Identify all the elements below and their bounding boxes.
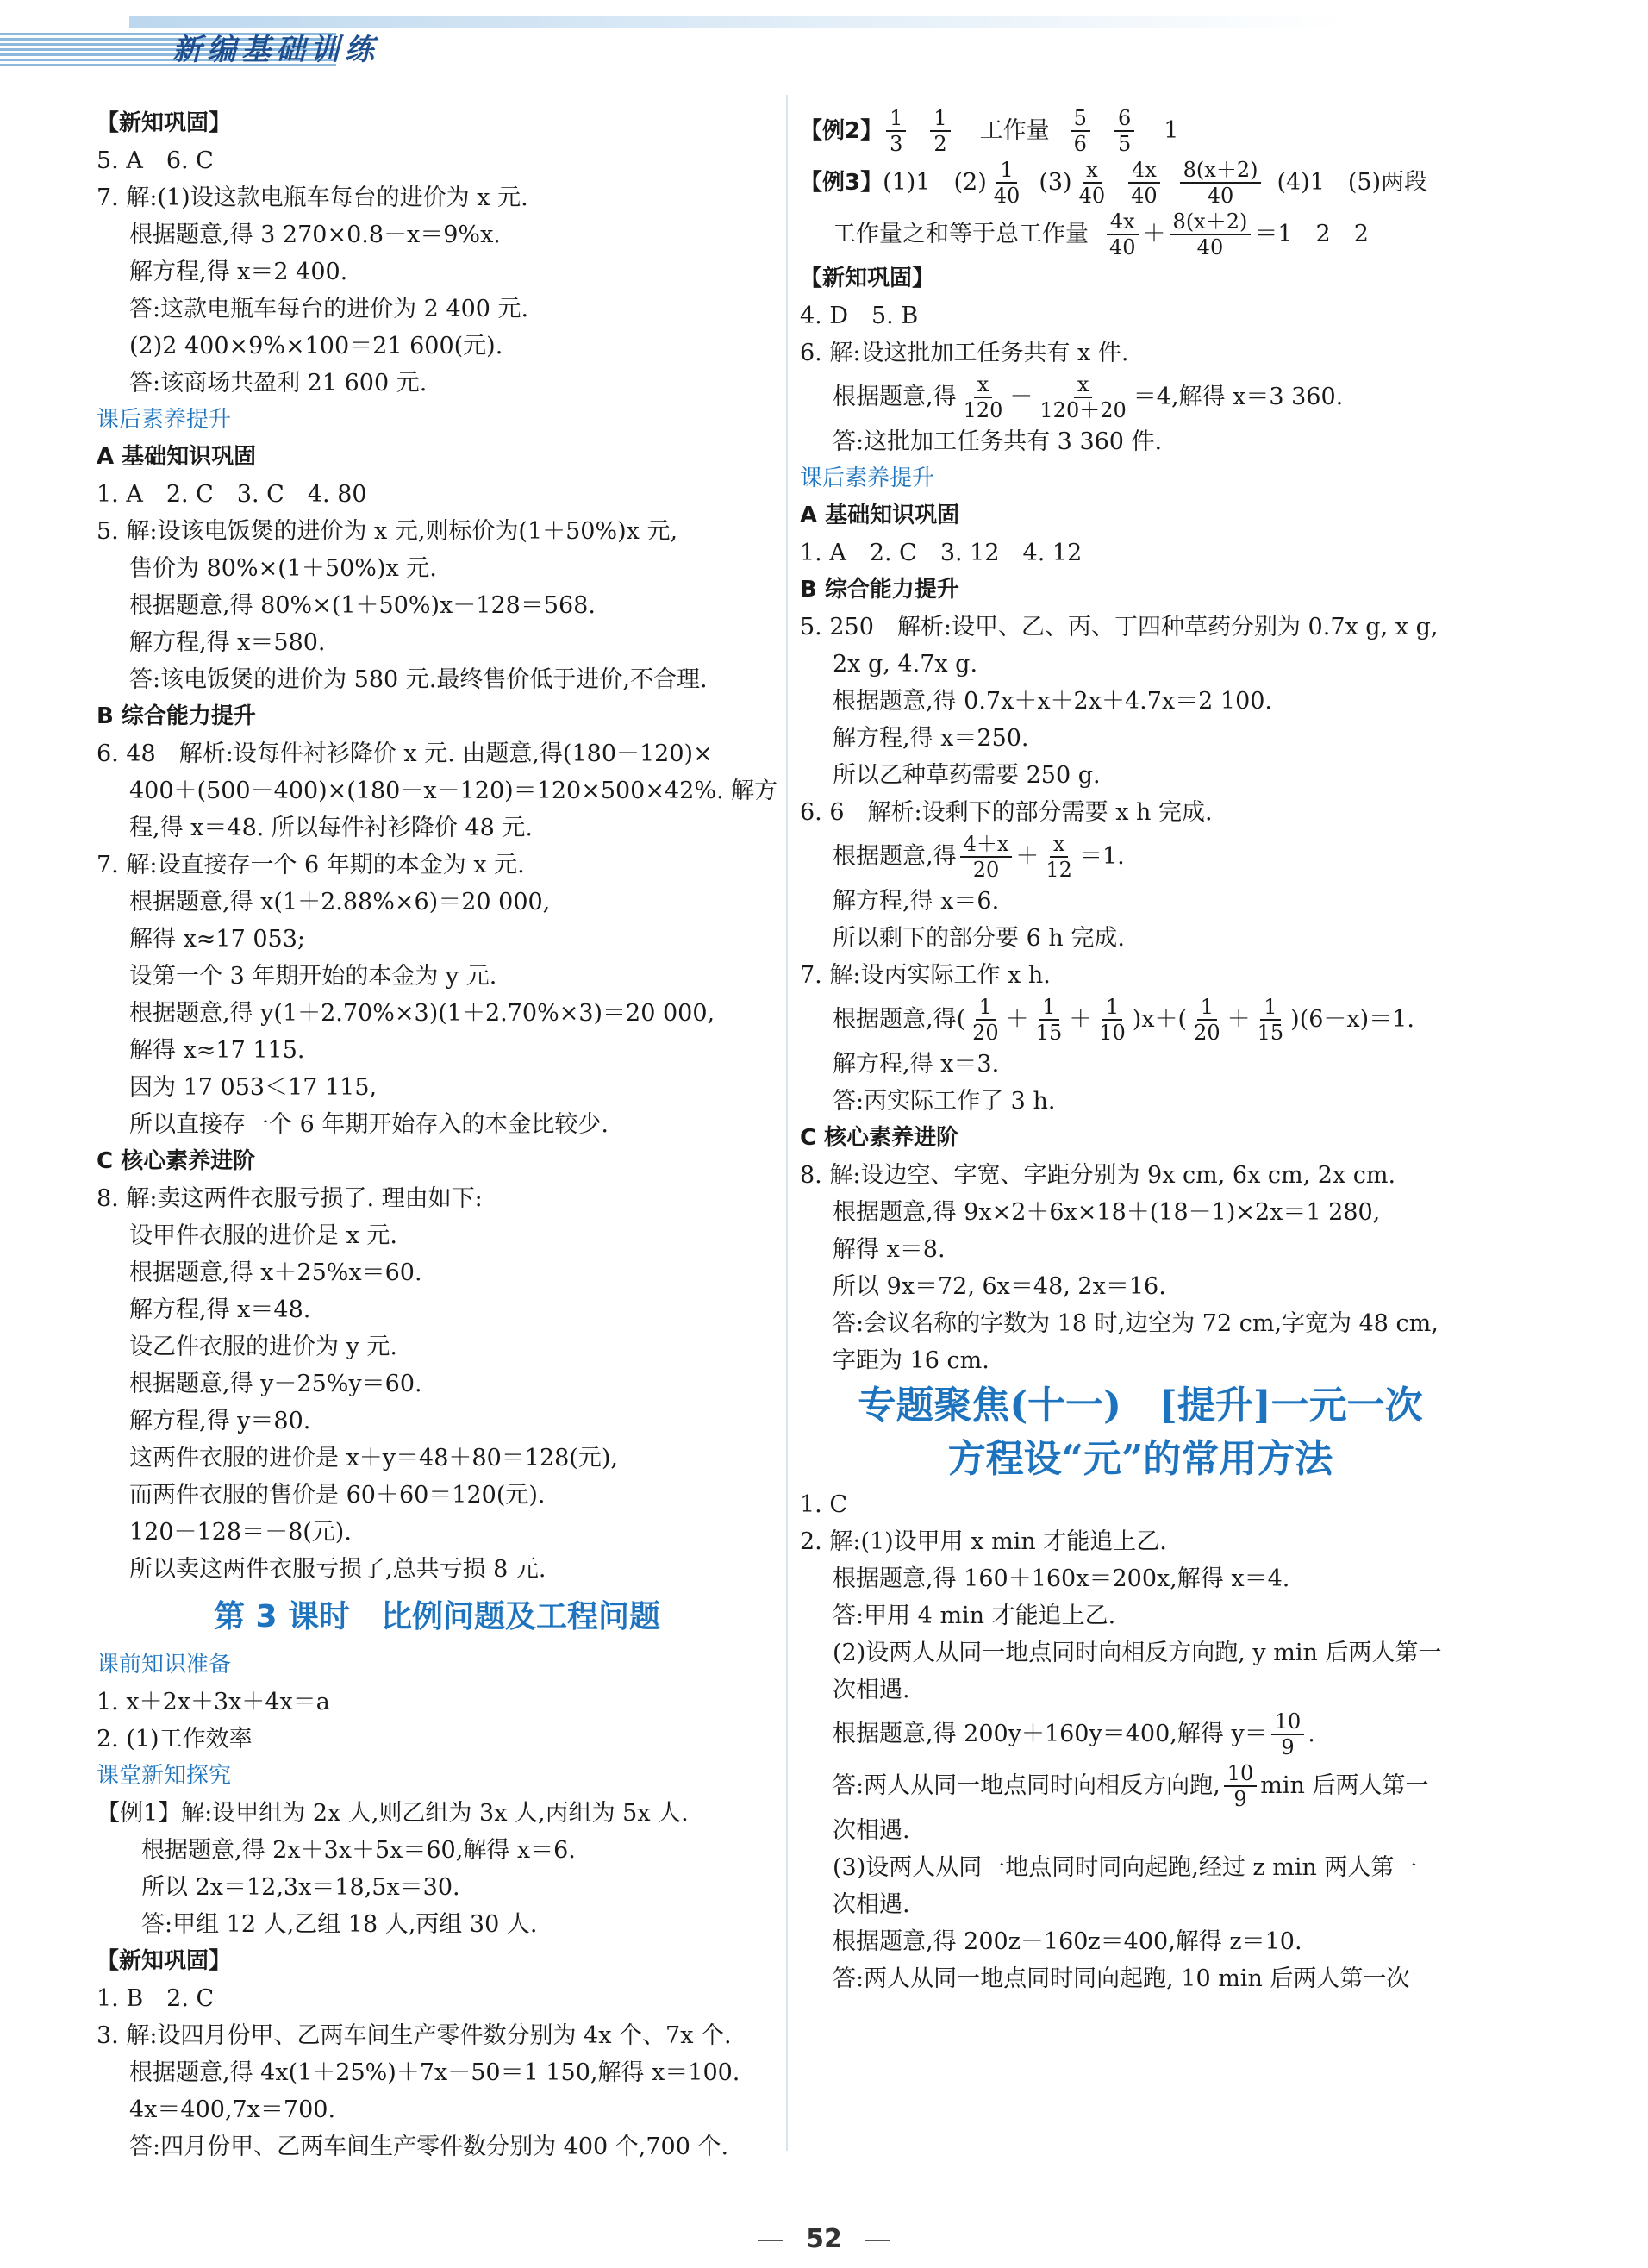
- answer-line: 解方程,得 x＝250.: [833, 725, 1029, 752]
- text-fragment: ＝4,解得 x＝3 360.: [1133, 384, 1344, 410]
- fraction: $\frac{1}{3}$: [886, 106, 906, 156]
- level-heading: C 核心素养进阶: [800, 1125, 959, 1151]
- answer-line: 4. D 5. B: [800, 303, 919, 329]
- left-column: [97, 105, 777, 2165]
- answer-line: 答:甲用 4 min 才能追上乙.: [833, 1603, 1116, 1629]
- answer-line: 答:丙实际工作了 3 h.: [833, 1088, 1056, 1115]
- answer-line: 解得 x≈17 115.: [129, 1037, 305, 1064]
- right-column: [800, 105, 1481, 1997]
- answer-line: 字距为 16 cm.: [833, 1347, 989, 1374]
- text-fragment: 答:两人从同一地点同时向相反方向跑,: [833, 1772, 1220, 1799]
- answer-line: 答:这款电瓶车每台的进价为 2 400 元.: [129, 296, 529, 322]
- answer-line: 根据题意,得 x(1＋2.88%×6)＝20 000,: [129, 889, 551, 915]
- column-divider: [786, 95, 788, 2151]
- footer-dash: [758, 2240, 783, 2241]
- answer-line: 设乙件衣服的进价为 y 元.: [129, 1334, 398, 1360]
- answer-line: 所以 9x＝72, 6x＝48, 2x＝16.: [833, 1273, 1166, 1300]
- answer-line: 答:甲组 12 人,乙组 18 人,丙组 30 人.: [141, 1911, 538, 1938]
- fraction: $\frac{1}{20}$: [1194, 995, 1220, 1045]
- topic-title-line-1: 专题聚焦(十一) [提升]一元一次: [858, 1384, 1423, 1428]
- answer-line: 而两件衣服的售价是 60＋60＝120(元).: [129, 1482, 546, 1509]
- level-heading: B 综合能力提升: [97, 703, 256, 729]
- fraction: $\frac{6}{5}$: [1114, 106, 1134, 156]
- answer-line: 5. 解:设该电饭煲的进价为 x 元,则标价为(1＋50%)x 元,: [97, 518, 678, 545]
- answer-line: 根据题意,得 200z－160z＝400,解得 z＝10.: [833, 1928, 1302, 1955]
- answer-line: 120－128＝－8(元).: [129, 1519, 352, 1546]
- answer-line: 6. 6 解析:设剩下的部分需要 x h 完成.: [800, 799, 1213, 826]
- fraction: $\frac{8(x+2)}{40}$: [1180, 158, 1262, 208]
- answer-line: 1. A 2. C 3. 12 4. 12: [800, 540, 1083, 566]
- answer-line: 根据题意,得 2x＋3x＋5x＝60,解得 x＝6.: [141, 1837, 576, 1864]
- answer-line: 解方程,得 x＝580.: [129, 629, 326, 656]
- answer-line: 次相遇.: [833, 1817, 910, 1844]
- text-fragment: .: [1308, 1721, 1315, 1747]
- text-fragment: ＋: [1005, 1006, 1029, 1033]
- subsection-heading: 课后素养提升: [97, 407, 232, 433]
- answer-line: 答:会议名称的字数为 18 时,边空为 72 cm,字宽为 48 cm,: [833, 1310, 1439, 1337]
- footer-dash: [865, 2240, 890, 2241]
- text-fragment: －: [1009, 384, 1033, 410]
- fraction: $\frac{4x}{40}$: [1127, 158, 1161, 208]
- answer-line: 根据题意,得 y－25%y＝60.: [129, 1371, 422, 1397]
- fraction: $\frac{8(x+2)}{40}$: [1170, 209, 1252, 259]
- answer-line: 8. 解:卖这两件衣服亏损了. 理由如下:: [97, 1185, 483, 1212]
- answer-line: 解方程,得 x＝6.: [833, 888, 1000, 915]
- text-fragment: ＝1.: [1078, 843, 1125, 870]
- text-fragment: (1)1 (2): [883, 169, 987, 196]
- fraction: $\frac{1}{15}$: [1035, 995, 1063, 1045]
- section-heading: 【新知巩固】: [97, 1948, 232, 1974]
- answer-line: 5. 250 解析:设甲、乙、丙、丁四种草药分别为 0.7x g, x g,: [800, 614, 1439, 640]
- text-fragment: 根据题意,得(: [833, 1006, 966, 1033]
- answer-line: 4x＝400,7x＝700.: [129, 2096, 336, 2123]
- answer-line: (3)设两人从同一地点同时同向起跑,经过 z min 两人第一: [833, 1854, 1418, 1881]
- answer-line: 所以卖这两件衣服亏损了,总共亏损 8 元.: [129, 1556, 546, 1583]
- subsection-heading: 课后素养提升: [800, 465, 935, 491]
- equation-line: [800, 994, 1481, 1046]
- answer-line: 1. x＋2x＋3x＋4x＝a: [97, 1689, 330, 1715]
- page-header: [0, 0, 1648, 69]
- fraction: $\frac{x}{12}$: [1046, 832, 1072, 882]
- answer-line: 程,得 x＝48. 所以每件衬衫降价 48 元.: [129, 815, 534, 841]
- fraction: $\frac{10}{9}$: [1271, 1709, 1305, 1759]
- example-3-line: [800, 157, 1481, 209]
- fraction: $\frac{10}{9}$: [1224, 1761, 1258, 1811]
- answer-line: 答:四月份甲、乙两车间生产零件数分别为 400 个,700 个.: [129, 2134, 729, 2160]
- fraction: $\frac{4x}{40}$: [1106, 209, 1139, 259]
- fraction: $\frac{1}{40}$: [993, 158, 1021, 208]
- text-fragment: 工作量: [979, 117, 1050, 144]
- fraction: $\frac{1}{10}$: [1099, 995, 1126, 1045]
- answer-line: 3. 解:设四月份甲、乙两车间生产零件数分别为 4x 个、7x 个.: [97, 2022, 732, 2049]
- text-fragment: ＋: [1227, 1006, 1251, 1033]
- text-fragment: 根据题意,得: [833, 384, 957, 410]
- answer-line: 这两件衣服的进价是 x＋y＝48＋80＝128(元),: [129, 1445, 618, 1471]
- fraction: $\frac{x}{120}$: [963, 372, 1003, 422]
- fraction: $\frac{1}{2}$: [930, 106, 950, 156]
- answer-line: 次相遇.: [833, 1891, 910, 1918]
- answer-line: 7. 解:设直接存一个 6 年期的本金为 x 元.: [97, 852, 525, 878]
- topic-title-line-2: 方程设“元”的常用方法: [947, 1437, 1333, 1481]
- text-fragment: )x＋(: [1132, 1006, 1188, 1033]
- text-fragment: )(6－x)＝1.: [1290, 1006, 1414, 1033]
- level-heading: A 基础知识巩固: [97, 444, 257, 470]
- text-fragment: min 后两人第一: [1260, 1772, 1429, 1799]
- answer-line: 根据题意,得 160＋160x＝200x,解得 x＝4.: [833, 1565, 1290, 1592]
- answer-line: 所以 2x＝12,3x＝18,5x＝30.: [141, 1874, 460, 1901]
- answer-line: 2x g, 4.7x g.: [833, 651, 978, 678]
- section-heading: 【新知巩固】: [97, 110, 232, 136]
- answer-line: 根据题意,得 y(1＋2.70%×3)(1＋2.70%×3)＝20 000,: [129, 1000, 715, 1027]
- answer-line: 答:两人从同一地点同时同向起跑, 10 min 后两人第一次: [833, 1965, 1410, 1992]
- text-fragment: ＋: [1142, 221, 1166, 247]
- answer-line: 根据题意,得 3 270×0.8－x＝9%x.: [129, 222, 501, 248]
- equation-line: [800, 831, 1481, 883]
- text-fragment: 根据题意,得: [833, 843, 957, 870]
- answer-line: 答:这批加工任务共有 3 360 件.: [833, 428, 1163, 455]
- answer-line: 1. A 2. C 3. C 4. 80: [97, 481, 367, 508]
- answer-line: 1. B 2. C: [97, 1985, 215, 2012]
- example-label: 【例3】: [800, 170, 883, 196]
- lesson-title: 第 3 课时 比例问题及工程问题: [213, 1599, 661, 1634]
- answer-line: 【例1】解:设甲组为 2x 人,则乙组为 3x 人,丙组为 5x 人.: [97, 1800, 689, 1827]
- answer-line: 根据题意,得 0.7x＋x＋2x＋4.7x＝2 100.: [833, 688, 1273, 715]
- text-fragment: ＝1 2 2: [1254, 221, 1369, 247]
- text-fragment: ＋: [1069, 1006, 1093, 1033]
- example-2-line: [800, 105, 1481, 157]
- answer-line: 所以直接存一个 6 年期开始存入的本金比较少.: [129, 1111, 609, 1138]
- page-number: 52: [806, 2224, 842, 2254]
- answer-line: 400＋(500－400)×(180－x－120)＝120×500×42%. 解方: [129, 778, 778, 804]
- answer-line: (2)设两人从同一地点同时向相反方向跑, y min 后两人第一: [833, 1640, 1442, 1666]
- answer-line: 根据题意,得 9x×2＋6x×18＋(18－1)×2x＝1 280,: [833, 1199, 1381, 1226]
- example-label: 【例2】: [800, 118, 883, 144]
- fraction: $\frac{1}{15}$: [1257, 995, 1284, 1045]
- answer-line: 所以剩下的部分要 6 h 完成.: [833, 925, 1125, 952]
- level-heading: B 综合能力提升: [800, 577, 959, 603]
- text-fragment: 1: [1164, 117, 1179, 144]
- answer-line: 解得 x≈17 053;: [129, 926, 306, 953]
- page-footer: [0, 2224, 1648, 2254]
- answer-line: 根据题意,得 80%×(1＋50%)x－128＝568.: [129, 592, 596, 619]
- fraction: $\frac{x}{120+20}$: [1039, 372, 1127, 422]
- section-heading: 【新知巩固】: [800, 266, 935, 291]
- fraction: $\frac{5}{6}$: [1071, 106, 1090, 156]
- answer-line: 6. 48 解析:设每件衬衫降价 x 元. 由题意,得(180－120)×: [97, 740, 713, 767]
- answer-line: 所以乙种草药需要 250 g.: [833, 762, 1101, 789]
- answer-line: (2)2 400×9%×100＝21 600(元).: [129, 333, 503, 359]
- equation-line: [800, 1709, 1481, 1760]
- answer-line: 售价为 80%×(1＋50%)x 元.: [129, 555, 437, 582]
- answer-line: 设第一个 3 年期开始的本金为 y 元.: [129, 963, 497, 990]
- answer-line: 8. 解:设边空、字宽、字距分别为 9x cm, 6x cm, 2x cm.: [800, 1162, 1396, 1189]
- answer-line: 答:该电饭煲的进价为 580 元.最终售价低于进价,不合理.: [129, 666, 708, 693]
- fraction: $\frac{4+x}{20}$: [960, 832, 1013, 882]
- answer-line: 7. 解:(1)设这款电瓶车每台的进价为 x 元.: [97, 184, 528, 211]
- answer-line: 解得 x＝8.: [833, 1236, 946, 1263]
- answer-line: 5. A 6. C: [97, 147, 214, 174]
- answer-line: 次相遇.: [833, 1677, 910, 1703]
- header-title: 新编基础训练: [172, 33, 379, 67]
- text-fragment: ＋: [1015, 843, 1039, 870]
- text-fragment: 工作量之和等于总工作量: [833, 221, 1089, 247]
- level-heading: A 基础知识巩固: [800, 503, 960, 528]
- answer-line: 解方程,得 x＝48.: [129, 1296, 311, 1323]
- equation-line: [800, 1760, 1481, 1812]
- fraction: $\frac{1}{20}$: [972, 995, 999, 1045]
- text-fragment: (3): [1039, 169, 1072, 196]
- example-3-continuation: [800, 209, 1481, 260]
- text-fragment: (4)1 (5)两段: [1277, 169, 1428, 196]
- answer-line: 设甲件衣服的进价是 x 元.: [129, 1222, 397, 1249]
- answer-line: 2. 解:(1)设甲用 x min 才能追上乙.: [800, 1528, 1167, 1555]
- level-heading: C 核心素养进阶: [97, 1148, 256, 1174]
- subsection-heading: 课前知识准备: [97, 1652, 232, 1678]
- answer-line: 答:该商场共盈利 21 600 元.: [129, 370, 428, 397]
- fraction: $\frac{x}{40}$: [1078, 158, 1106, 208]
- answer-line: 解方程,得 y＝80.: [129, 1408, 311, 1434]
- equation-line: [800, 372, 1481, 423]
- answer-line: 解方程,得 x＝2 400.: [129, 259, 348, 285]
- answer-line: 1. C: [800, 1491, 848, 1518]
- answer-line: 因为 17 053＜17 115,: [129, 1074, 378, 1101]
- answer-line: 根据题意,得 x＋25%x＝60.: [129, 1259, 422, 1286]
- subsection-heading: 课堂新知探究: [97, 1763, 232, 1789]
- answer-line: 根据题意,得 4x(1＋25%)＋7x－50＝1 150,解得 x＝100.: [129, 2059, 740, 2086]
- answer-line: 6. 解:设这批加工任务共有 x 件.: [800, 340, 1129, 366]
- answer-line: 2. (1)工作效率: [97, 1726, 253, 1753]
- answer-line: 7. 解:设丙实际工作 x h.: [800, 962, 1051, 989]
- answer-line: 解方程,得 x＝3.: [833, 1051, 1000, 1078]
- text-fragment: 根据题意,得 200y＋160y＝400,解得 y＝: [833, 1721, 1268, 1747]
